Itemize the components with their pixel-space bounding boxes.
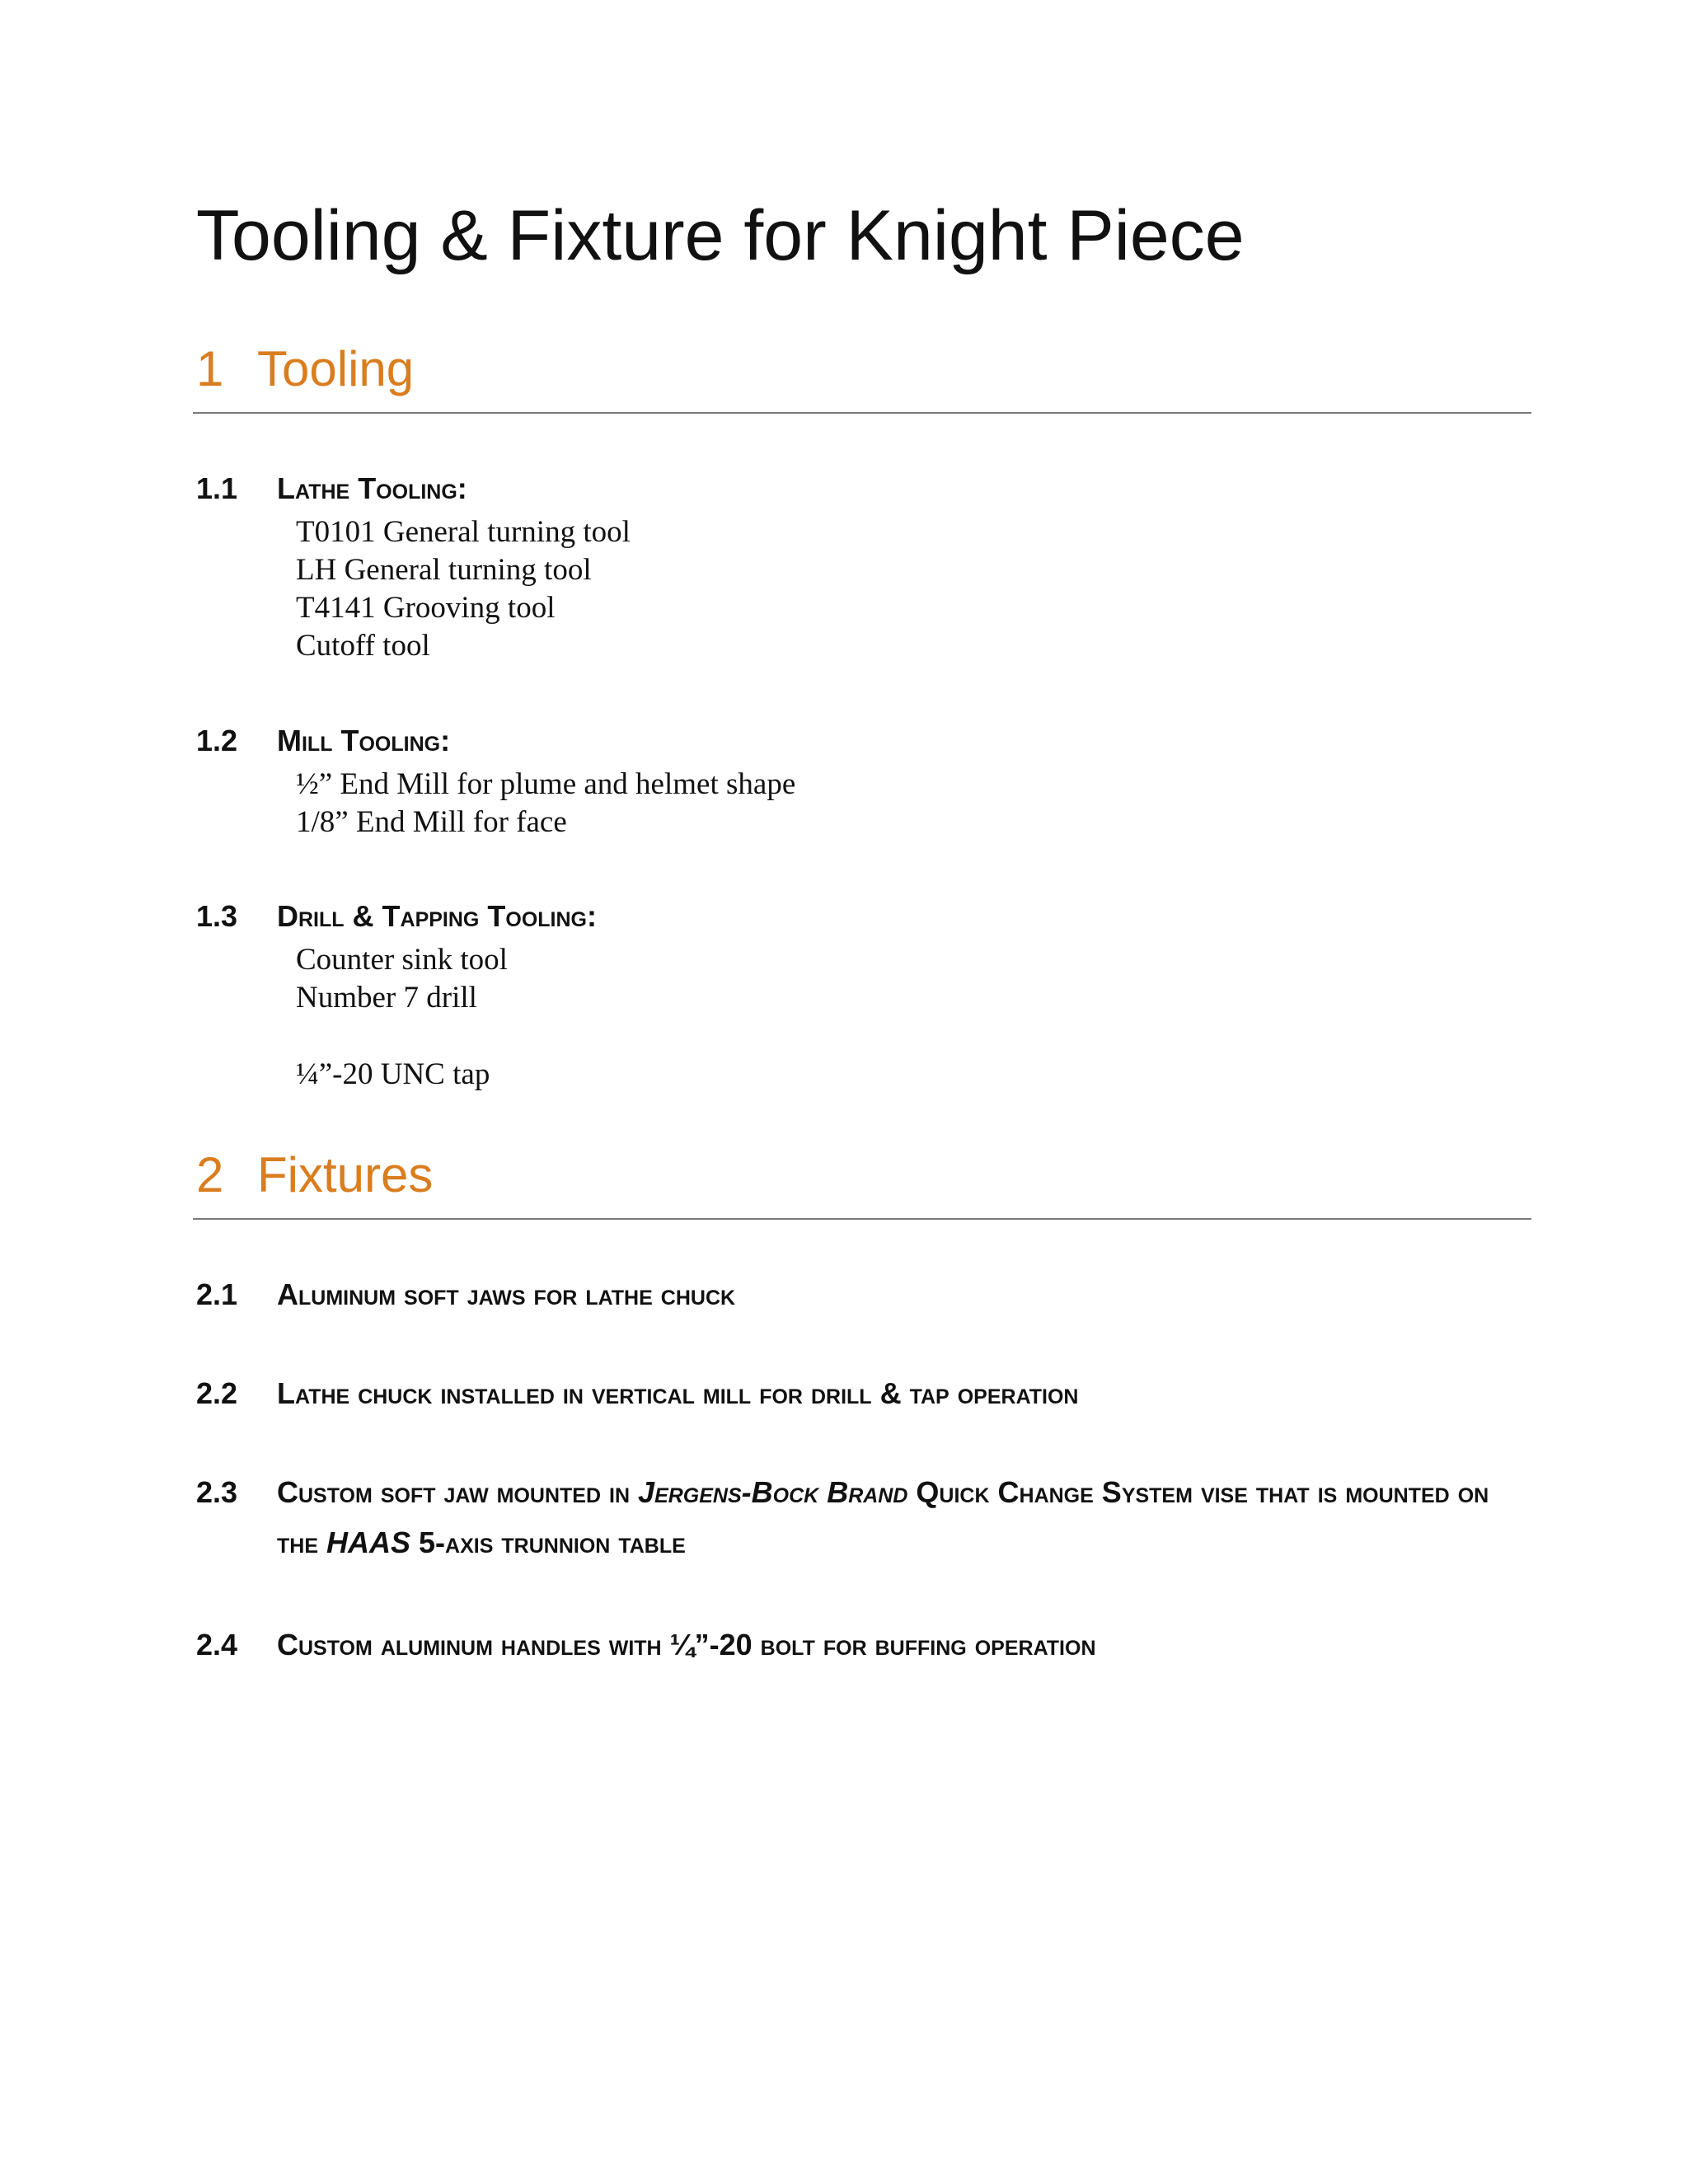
subsection-title: Aluminum soft jaws for lathe chuck — [277, 1277, 736, 1311]
subsection-title-part: Custom soft jaw mounted in — [277, 1475, 639, 1509]
subsection-heading-drill-tapping-tooling — [196, 891, 597, 941]
subsection-number: 2.1 — [196, 1277, 238, 1311]
subsection-number: 2.3 — [196, 1475, 238, 1509]
section-title: Tooling — [257, 341, 415, 396]
subsection-title — [277, 1467, 1497, 1568]
section-heading-fixtures — [196, 1146, 433, 1205]
section-divider — [193, 412, 1531, 414]
list-item: Cutoff tool — [296, 629, 430, 663]
section-divider — [193, 1218, 1531, 1220]
list-item: LH General turning tool — [296, 553, 592, 587]
subsection-number: 1.2 — [196, 724, 238, 757]
document-title: Tooling & Fixture for Knight Piece — [196, 196, 1245, 275]
subsection-heading-lathe-tooling — [196, 463, 467, 513]
list-item: 1/8” End Mill for face — [296, 805, 567, 839]
list-item: T0101 General turning tool — [296, 515, 631, 549]
subsection-title: Drill & Tapping Tooling: — [277, 899, 597, 933]
subsection-heading-custom-soft-jaw — [196, 1467, 1515, 1568]
subsection-heading-aluminum-handles — [196, 1619, 1096, 1670]
subsection-title: Lathe chuck installed in vertical mill for drill & tap operation — [277, 1376, 1079, 1410]
subsection-title: Custom aluminum handles with ¼”-20 bolt for buffing operation — [277, 1628, 1096, 1661]
brand-name: Jergens-Bock Brand — [638, 1475, 908, 1509]
subsection-heading-lathe-chuck — [196, 1368, 1078, 1418]
list-item: ¼”-20 UNC tap — [296, 1057, 490, 1091]
list-item: ½” End Mill for plume and helmet shape — [296, 767, 796, 801]
brand-name: HAAS — [326, 1526, 411, 1560]
subsection-title: Lathe Tooling: — [277, 471, 467, 505]
list-item: T4141 Grooving tool — [296, 591, 556, 625]
subsection-title-part: Quick Change System vise that is mounted on the — [277, 1475, 1489, 1560]
subsection-number: 1.1 — [196, 471, 238, 505]
subsection-heading-mill-tooling — [196, 715, 450, 766]
list-item: Number 7 drill — [296, 981, 477, 1015]
section-title: Fixtures — [257, 1147, 434, 1202]
subsection-number: 1.3 — [196, 899, 238, 933]
subsection-number: 2.2 — [196, 1376, 238, 1410]
subsection-heading-soft-jaws — [196, 1269, 735, 1319]
list-item: Counter sink tool — [296, 943, 508, 977]
subsection-title-part: 5-axis trunnion table — [410, 1526, 686, 1560]
section-number: 2 — [196, 1147, 224, 1202]
subsection-title: Mill Tooling: — [277, 724, 451, 757]
section-number: 1 — [196, 341, 224, 396]
section-heading-tooling — [196, 340, 414, 399]
subsection-number: 2.4 — [196, 1628, 238, 1661]
